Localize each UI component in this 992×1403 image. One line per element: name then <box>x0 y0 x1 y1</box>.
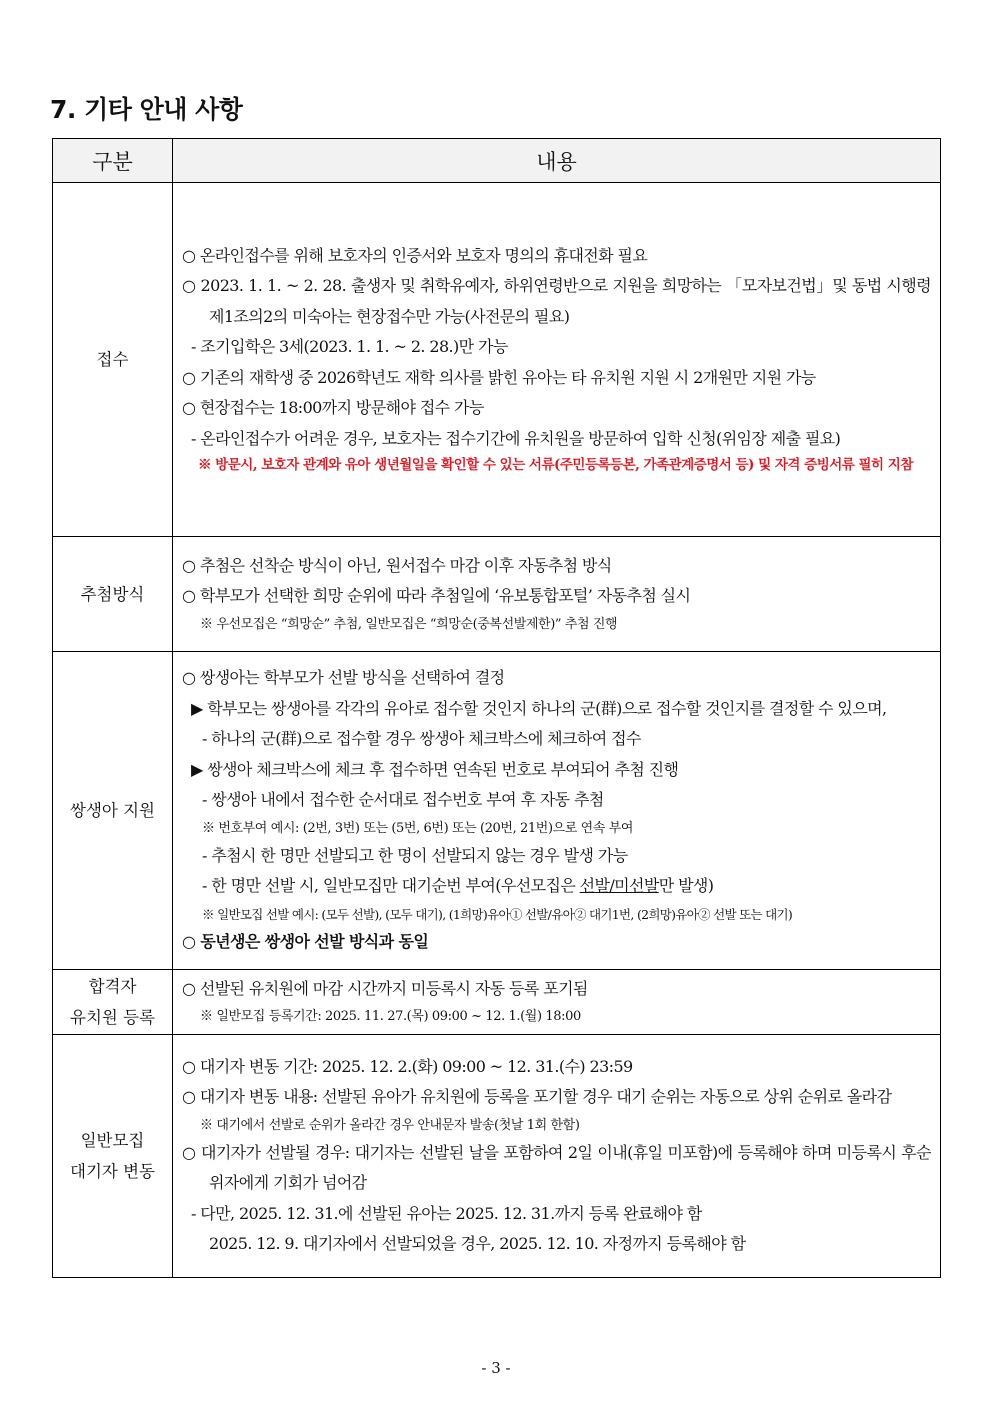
list-item: ○ 선발된 유치원에 마감 시간까지 미등록시 자동 등록 포기됨 <box>182 978 588 998</box>
list-item: ○ 추첨은 선착순 방식이 아닌, 원서접수 마감 이후 자동추첨 방식 <box>182 555 612 575</box>
list-item: ○ 현장접수는 18:00까지 방문해야 접수 가능 <box>182 398 484 418</box>
list-item: - 다만, 2025. 12. 31.에 선발된 유아는 2025. 12. 31.까지 등록 완료해야 함 <box>191 1203 702 1223</box>
list-item: ○ 온라인접수를 위해 보호자의 인증서와 보호자 명의의 휴대전화 필요 <box>182 245 648 265</box>
note-item: ※ 우선모집은 “희망순” 추첨, 일반모집은 “희망순(중복선발제한)” 추첨 진행 <box>200 616 618 632</box>
row-category <box>53 970 173 1035</box>
category-line: 합격자 <box>88 977 137 996</box>
header-category: 구분 <box>53 139 173 183</box>
category-line: 대기자 변동 <box>70 1162 155 1181</box>
text-segment: - 한 명만 선발 시, 일반모집만 대기순번 부여(우선모집은 <box>202 876 580 895</box>
list-item: ○ 대기자 변동 내용: 선발된 유아가 유치원에 등록을 포기할 경우 대기 순위는 자동으로 상위 순위로 올라감 <box>182 1087 892 1106</box>
header-content: 내용 <box>173 139 941 183</box>
row-content <box>173 183 941 537</box>
table-row <box>53 970 941 1035</box>
list-item: - 온라인접수가 어려운 경우, 보호자는 접수기간에 유치원을 방문하여 입학 신청(위임장 제출 필요) <box>191 428 841 448</box>
list-item: ○ 쌍생아는 학부모가 선발 방식을 선택하여 결정 <box>182 668 505 687</box>
table-row <box>53 1035 941 1278</box>
underlined-text: 선발/미선발 <box>579 876 659 895</box>
list-item: ○ 2023. 1. 1. ~ 2. 28. 출생자 및 취학유예자, 하위연령반으로 지원을 희망하는 「모자보건법」및 동법 시행령 제1조의2의 미숙아는 현장접수만 가능(사전문의 필요) <box>182 276 931 326</box>
category-line: 일반모집 <box>80 1131 145 1150</box>
category-line: 유치원 등록 <box>70 1008 155 1027</box>
list-item: ○ 학부모가 선택한 희망 순위에 따라 추첨일에 ‘유보통합포털’ 자동추첨 실시 <box>182 586 691 605</box>
table-row <box>53 652 941 970</box>
row-category: 추첨방식 <box>53 537 173 652</box>
warning-note: ※ 방문시, 보호자 관계와 유아 생년월일을 확인할 수 있는 서류(주민등록등본, 가족관계증명서 등) 및 자격 증빙서류 필히 지참 <box>198 457 913 474</box>
list-item: ▶ 학부모는 쌍생아를 각각의 유아로 접수할 것인지 하나의 군(群)으로 접수할 것인지를 결정할 수 있으며, <box>191 698 887 718</box>
note-item: ※ 일반모집 등록기간: 2025. 11. 27.(목) 09:00 ~ 12. 1.(월) 18:00 <box>200 1009 581 1025</box>
row-category: 쌍생아 지원 <box>53 652 173 970</box>
list-item: - 하나의 군(群)으로 접수할 경우 쌍생아 체크박스에 체크하여 접수 <box>202 729 641 748</box>
list-item: - 쌍생아 내에서 접수한 순서대로 접수번호 부여 후 자동 추첨 <box>202 790 604 809</box>
row-content <box>173 1035 941 1278</box>
section-title: 7. 기타 안내 사항 <box>50 95 243 124</box>
list-item: - 추첨시 한 명만 선발되고 한 명이 선발되지 않는 경우 발생 가능 <box>202 845 628 865</box>
row-category <box>53 1035 173 1278</box>
list-item: ▶ 쌍생아 체크박스에 체크 후 접수하면 연속된 번호로 부여되어 추첨 진행 <box>191 759 679 779</box>
list-item <box>182 871 931 902</box>
list-item: ○ 대기자가 선발될 경우: 대기자는 선발된 날을 포함하여 2일 이내(휴일 미포함)에 등록해야 하며 미등록시 후순위자에게 기회가 넘어감 <box>182 1142 931 1192</box>
list-item: ○ 대기자 변동 기간: 2025. 12. 2.(화) 09:00 ~ 12. 31.(수) 23:59 <box>182 1056 633 1076</box>
note-item: ※ 일반모집 선발 예시: (모두 선발), (모두 대기), (1희망)유아① 선발/유아② 대기1번, (2희망)유아② 선발 또는 대기) <box>202 906 793 922</box>
table-row <box>53 537 941 652</box>
row-content <box>173 652 941 970</box>
list-item: ○ 기존의 재학생 중 2026학년도 재학 의사를 밝힌 유아는 타 유치원 지원 시 2개원만 지원 가능 <box>182 367 816 387</box>
list-item: 2025. 12. 9. 대기자에서 선발되었을 경우, 2025. 12. 10. 자정까지 등록해야 함 <box>209 1234 746 1253</box>
note-item: ※ 번호부여 예시: (2번, 3번) 또는 (5번, 6번) 또는 (20번, 21번)으로 연속 부여 <box>202 820 634 836</box>
row-content <box>173 537 941 652</box>
list-item: ○ 동년생은 쌍생아 선발 방식과 동일 <box>182 931 429 951</box>
note-item: ※ 대기에서 선발로 순위가 올라간 경우 안내문자 발송(첫날 1회 한함) <box>200 1117 580 1133</box>
row-content <box>173 970 941 1035</box>
info-table <box>52 138 941 1278</box>
text-segment: 만 발생) <box>658 876 714 895</box>
row-category: 접수 <box>53 183 173 537</box>
table-row <box>53 183 941 537</box>
page-number: - 3 - <box>481 1359 511 1377</box>
list-item: - 조기입학은 3세(2023. 1. 1. ~ 2. 28.)만 가능 <box>191 337 508 357</box>
